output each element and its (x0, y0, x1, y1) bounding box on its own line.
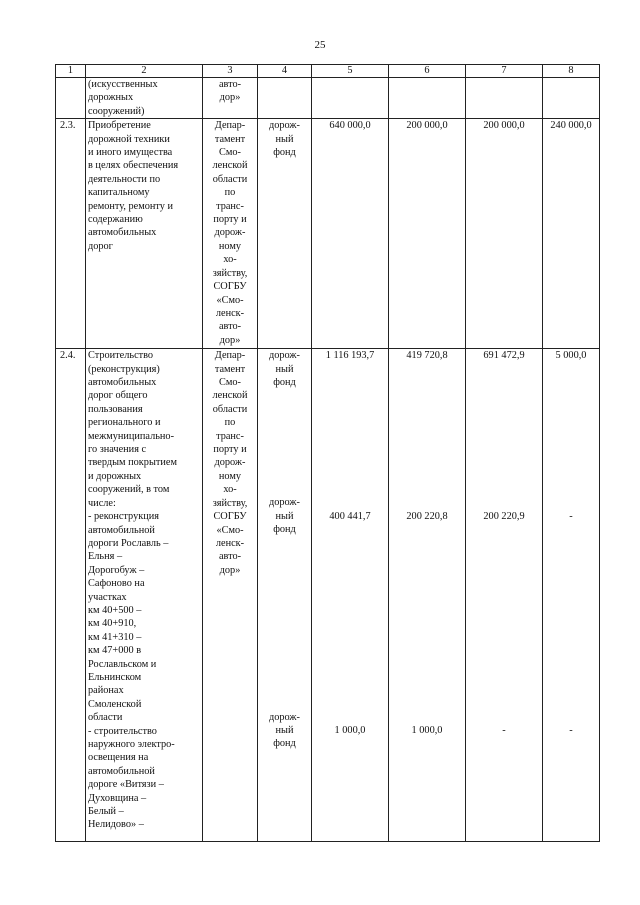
row-number-cell (56, 78, 86, 119)
amount-year1-cell (389, 78, 466, 119)
text-line: Приобретение (88, 120, 151, 132)
budget-table (55, 64, 600, 842)
column-header: 6 (389, 65, 466, 78)
text-line: и иного имущества (88, 147, 173, 159)
amount-year3-cell: 240 000,0 (543, 119, 600, 349)
amount-value: 200 220,8 (406, 510, 448, 522)
text-line: дорож- (269, 350, 300, 362)
row-number-cell: 2.3. (56, 119, 86, 349)
text-line: ный (275, 725, 294, 737)
text-line: зяйству, (212, 497, 248, 509)
text-line: в целях обеспечения (88, 160, 179, 172)
text-line: - строительство (88, 725, 157, 737)
text-line: зяйству, (212, 267, 248, 279)
text-line: дорожной техники (88, 133, 170, 145)
text-line: дорож- (214, 457, 246, 469)
text-line: наружного электро- (88, 739, 175, 750)
spacer (545, 363, 597, 510)
text-line: «Смо- (216, 524, 244, 536)
amount-year2-cell (466, 78, 543, 119)
amount-value: 1 000,0 (334, 725, 366, 737)
text-line: ленск- (215, 537, 245, 549)
spacer (260, 389, 309, 496)
total-amount-cell (312, 349, 389, 842)
text-line: тамент (214, 133, 246, 145)
text-line: числе: (88, 497, 116, 509)
text-line: твердым покрытием (88, 457, 177, 469)
text-line: Ельня – (88, 551, 123, 563)
text-line: регионального и (88, 417, 161, 429)
text-line: области (212, 403, 248, 415)
text-line: км 40+910, (88, 618, 137, 630)
text-line: сооружений, в том (88, 484, 170, 496)
text-line: Строительство (88, 350, 154, 362)
column-header: 7 (466, 65, 543, 78)
text-line: Депар- (214, 350, 246, 362)
text-line: дорожных (88, 92, 134, 104)
text-line: Сафоново на (88, 578, 145, 590)
text-line: ный (275, 510, 294, 522)
text-line: дороги Рославль – (88, 537, 169, 549)
funding-source-cell (258, 349, 312, 842)
text-line: Смо- (219, 147, 241, 159)
text-line: ленской (212, 390, 248, 402)
amount-value: - (569, 510, 573, 522)
text-line: Ельнинском (88, 671, 142, 683)
text-line: ленской (212, 160, 248, 172)
text-line: ному (218, 470, 242, 482)
item-name-cell (86, 349, 203, 842)
amount-value: 200 220,9 (483, 510, 525, 522)
column-header: 8 (543, 65, 600, 78)
amount-year3-cell (543, 78, 600, 119)
text-line: сооружений) (88, 105, 145, 117)
text-line: СОГБУ (213, 511, 247, 523)
column-number-row (56, 65, 600, 78)
text-line: км 47+000 в (88, 645, 142, 657)
amount-value: 400 441,7 (329, 510, 371, 522)
text-line: км 40+500 – (88, 604, 142, 616)
text-line: ный (275, 133, 294, 145)
amount-value: - (569, 725, 573, 737)
amount-year3-cell (543, 349, 600, 842)
text-line: авто- (218, 551, 242, 563)
text-line: содержанию (88, 214, 143, 226)
spacer (391, 523, 463, 724)
amount-year2-cell (466, 349, 543, 842)
text-line: автомобильных (88, 377, 157, 389)
text-line: «Смо- (216, 294, 244, 306)
executor-cell (203, 78, 258, 119)
amount-year2-cell: 200 000,0 (466, 119, 543, 349)
text-line: дорог общего (88, 390, 148, 402)
column-header: 4 (258, 65, 312, 78)
amount-year1-cell: 200 000,0 (389, 119, 466, 349)
text-line: СОГБУ (213, 281, 247, 293)
text-line: автомобильной (88, 765, 155, 777)
text-line: дорог (88, 240, 113, 252)
text-line: ный (275, 363, 294, 375)
table-row (56, 78, 600, 119)
text-line: Смоленской (88, 698, 142, 710)
text-line: автомобильных (88, 227, 157, 239)
executor-cell (203, 119, 258, 349)
text-line: (искусственных (88, 79, 158, 90)
spacer (468, 523, 540, 724)
text-line: области (88, 712, 123, 724)
text-line: области (212, 173, 248, 185)
row-number-cell: 2.4. (56, 349, 86, 842)
text-line: Рославльском и (88, 658, 157, 670)
text-line: автомобильной (88, 524, 155, 536)
text-line: дорож- (269, 497, 300, 509)
text-line: дор» (219, 564, 241, 576)
table-row (56, 349, 600, 842)
spacer (260, 537, 309, 711)
text-line: по (224, 187, 236, 199)
spacer (391, 363, 463, 510)
text-line: хо- (223, 254, 237, 266)
text-line: межмуниципально- (88, 430, 175, 442)
spacer (314, 523, 386, 724)
text-line: Дорогобуж – (88, 564, 145, 576)
amount-value: 691 472,9 (483, 350, 525, 362)
text-line: дорож- (269, 120, 300, 132)
text-line: транс- (216, 200, 244, 212)
total-amount-cell (312, 78, 389, 119)
text-line: Депар- (214, 120, 246, 132)
text-line: хо- (223, 484, 237, 496)
amount-value: 419 720,8 (406, 350, 448, 362)
text-line: ремонту, ремонту и (88, 200, 174, 212)
text-line: деятельности по (88, 173, 161, 185)
item-name-cell (86, 119, 203, 349)
column-header: 5 (312, 65, 389, 78)
text-line: - реконструкция (88, 511, 159, 523)
spacer (314, 363, 386, 510)
text-line: по (224, 417, 236, 429)
funding-source-cell (258, 119, 312, 349)
amount-value: 1 116 193,7 (325, 350, 375, 362)
text-line: тамент (214, 363, 246, 375)
text-line: Смо- (219, 377, 241, 389)
column-header: 3 (203, 65, 258, 78)
text-line: порту и (213, 214, 247, 226)
funding-source-cell (258, 78, 312, 119)
text-line: фонд (273, 377, 296, 389)
spacer (545, 523, 597, 724)
text-line: авто- (218, 321, 242, 333)
text-line: фонд (273, 738, 296, 750)
text-line: фонд (273, 147, 296, 159)
amount-value: 1 000,0 (411, 725, 443, 737)
amount-value: - (502, 725, 506, 737)
text-line: авто- (218, 79, 242, 90)
text-line: фонд (273, 524, 296, 536)
amount-year1-cell (389, 349, 466, 842)
column-header: 1 (56, 65, 86, 78)
text-line: районах (88, 685, 124, 697)
page-number: 25 (314, 39, 326, 51)
text-line: дороге «Витязи – (88, 779, 164, 791)
text-line: дорож- (214, 227, 246, 239)
text-line: ленск- (215, 307, 245, 319)
column-header: 2 (86, 65, 203, 78)
text-line: Духовщина – (88, 792, 147, 804)
text-line: ному (218, 240, 242, 252)
text-line: дор» (219, 92, 241, 104)
total-amount-cell: 640 000,0 (312, 119, 389, 349)
table-row (56, 119, 600, 349)
text-line: порту и (213, 444, 247, 456)
text-line: и дорожных (88, 470, 142, 482)
text-line: Нелидово» – (88, 819, 144, 831)
amount-value: 5 000,0 (555, 350, 587, 362)
text-line: (реконструкция) (88, 363, 160, 375)
text-line: дор» (219, 334, 241, 346)
text-line: капитальному (88, 187, 150, 199)
text-line: участках (88, 591, 127, 603)
text-line: пользования (88, 403, 143, 415)
spacer (468, 363, 540, 510)
text-line: транс- (216, 430, 244, 442)
text-line: дорож- (269, 711, 300, 723)
text-line: км 41+310 – (88, 631, 142, 643)
executor-cell (203, 349, 258, 842)
text-line: освещения на (88, 752, 149, 764)
text-line: Белый – (88, 806, 124, 818)
item-name-cell (86, 78, 203, 119)
text-line: го значения с (88, 444, 147, 456)
